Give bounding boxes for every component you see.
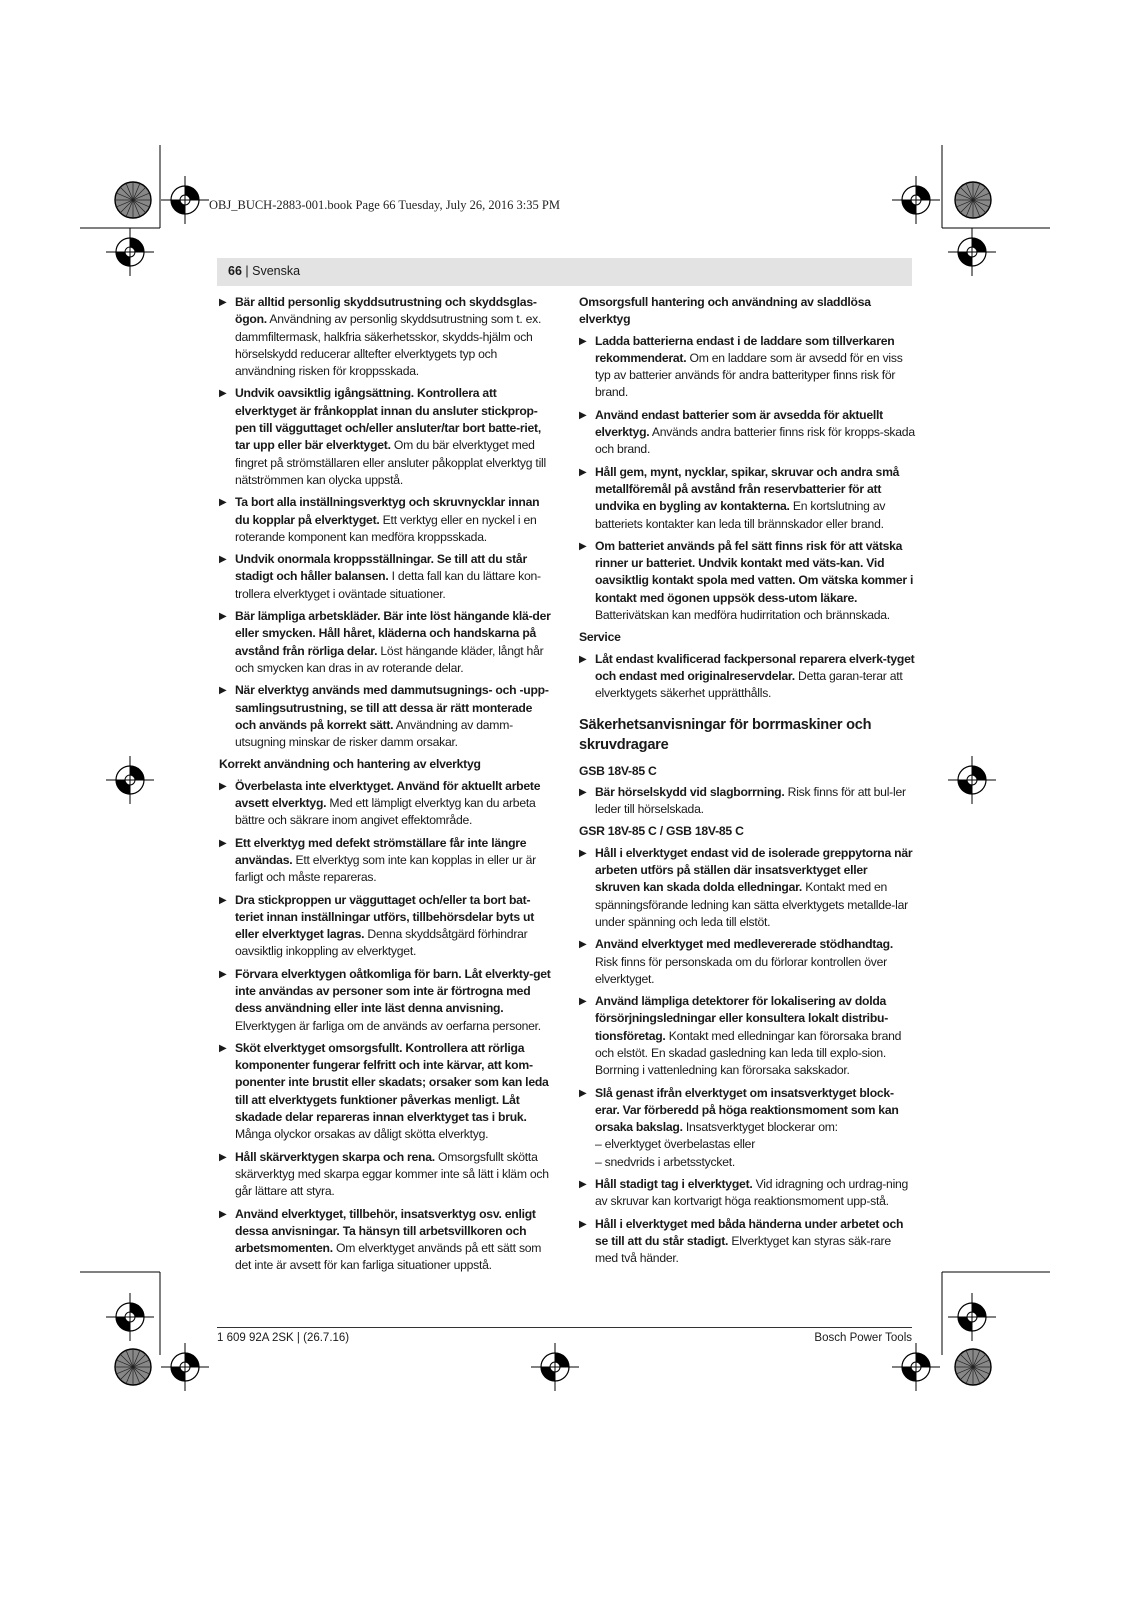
safety-item (219, 682, 555, 751)
item-lead: Använd elverktyget med medlevererade stödhandtag. (595, 937, 893, 952)
section-title: Säkerhetsanvisningar för borrmaskiner och skruvdragare (579, 716, 872, 753)
item-text: Många olyckor orsakas av dåligt skötta elverktyg. (235, 1127, 489, 1142)
safety-item (219, 1206, 555, 1275)
item-text: Med ett lämpligt elverktyg kan du arbeta bättre och säkrare inom angivet effektområde. (235, 796, 536, 828)
safety-item (579, 993, 915, 1079)
safety-item (219, 551, 555, 603)
item-text: Används andra batterier finns risk för kropps-skada och brand. (595, 425, 915, 457)
page-number: 66 (228, 264, 242, 278)
bullet-icon: ▶ (579, 847, 587, 859)
item-text: I detta fall kan du lättare kon-trollera elverktyget i oväntade situationer. (235, 569, 541, 601)
item-lead: Håll i elverktyget endast vid de isolerade greppytorna när arbeten utförs på ställen där insatsverktyget eller skruven kan skada dolda elledningar. (595, 845, 913, 895)
safety-item (579, 651, 915, 703)
subheading: GSR 18V-85 C / GSB 18V-85 C (579, 824, 744, 839)
bullet-icon: ▶ (579, 653, 587, 665)
safety-item (219, 1149, 555, 1201)
item-text: Elverktygen är farliga om de används av oerfarna personer. (235, 1018, 541, 1033)
safety-item (219, 608, 555, 677)
bullet-icon: ▶ (579, 1179, 587, 1191)
safety-item (219, 1040, 555, 1144)
safety-item (579, 784, 915, 819)
right-column (579, 294, 915, 1273)
subheading: GSB 18V-85 C (579, 763, 657, 778)
item-lead: Håll stadigt tag i elverktyget. (595, 1177, 753, 1192)
item-text: Kontakt med en spänningsförande ledning kan sätta elverktygets metallde-lar under spänning och leda till elstöt. (595, 880, 908, 929)
item-text: Detta garan-terar att elverktygets säkerhet upprätthålls. (595, 668, 903, 701)
bullet-icon: ▶ (219, 968, 227, 980)
bullet-icon: ▶ (219, 1042, 227, 1054)
item-lead: Använd lämpliga detektorer för lokalisering av dolda försörjningsledningar eller konsultera lokalt distribu-tionsföretag. (595, 994, 889, 1043)
item-lead: Bär lämpliga arbetskläder. Bär inte löst hängande klä-der eller smycken. Håll håret, kläderna och handskarna på avstånd från rörliga delar. (235, 609, 551, 658)
item-text: Kontakt med elledningar kan förorsaka brand och elstöt. En skadad gasledning kan leda till explo-sion. Borrning i vattenledning kan förorsaka sakskador. (595, 1028, 902, 1078)
subheading: Korrekt användning och hantering av elverktyg (219, 757, 481, 772)
item-lead: Överbelasta inte elverktyget. Använd för aktuellt arbete avsett elverktyg. (235, 778, 541, 811)
bullet-icon: ▶ (579, 996, 587, 1008)
page-header-bar (217, 258, 912, 286)
item-lead: Använd endast batterier som är avsedda för aktuellt elverktyg. (595, 407, 883, 440)
item-text: Batterivätskan kan medföra hudirritation och brännskada. (595, 608, 890, 623)
safety-item (579, 407, 915, 459)
safety-item (579, 1085, 915, 1171)
safety-item (579, 845, 915, 931)
item-lead: Låt endast kvalificerad fackpersonal reparera elverk-tyget och endast med originalreservdelar. (595, 651, 915, 683)
item-text: Risk finns för personskada om du förlorar kontrollen över elverktyget. (595, 954, 887, 986)
item-lead: Håll i elverktyget med båda händerna under arbetet och se till att du står stadigt. (595, 1216, 904, 1248)
bullet-icon: ▶ (219, 780, 227, 792)
safety-item (219, 892, 555, 961)
item-lead: Slå genast ifrån elverktyget om insatsverktyget block-erar. Var förberedd på höga reaktionsmoment som kan orsaka bakslag. (595, 1085, 899, 1135)
item-lead: Håll gem, mynt, nycklar, spikar, skruvar och andra små metallföremål på avstånd från reservbatterier för att undvika en bygling av kontakterna. (595, 464, 900, 514)
item-text: Vid idragning och urdrag-ning av skruvar kan kortvarigt höga reaktionsmoment upp-stå. (595, 1177, 909, 1209)
bullet-icon: ▶ (219, 685, 227, 697)
item-lead: Ta bort alla inställningsverktyg och skruvnycklar innan du kopplar på elverktyget. (235, 495, 540, 527)
bullet-icon: ▶ (579, 335, 587, 347)
header-separator: | (241, 264, 253, 278)
subheading: Omsorgsfull hantering och användning av sladdlösa elverktyg (579, 295, 871, 327)
safety-item (579, 464, 915, 533)
bullet-icon: ▶ (579, 1087, 587, 1099)
safety-item (579, 1216, 915, 1268)
item-text: Insatsverktyget blockerar om: (682, 1120, 838, 1135)
bullet-icon: ▶ (579, 1218, 587, 1230)
item-text: Omsorgsfullt skötta skärverktyg med skarpa eggar kommer inte så lätt i kläm och går lättare att styra. (235, 1149, 549, 1199)
item-lead: Ett elverktyg med defekt strömställare får inte längre användas. (235, 835, 527, 867)
bullet-icon: ▶ (219, 1208, 227, 1220)
dash-line: – elverktyget överbelastas eller (595, 1137, 756, 1152)
bullet-icon: ▶ (219, 388, 227, 400)
item-lead: Undvik onormala kroppsställningar. Se till att du står stadigt och håller balansen. (235, 552, 527, 584)
bullet-icon: ▶ (579, 939, 587, 951)
bullet-icon: ▶ (219, 1151, 227, 1163)
bullet-icon: ▶ (219, 554, 227, 566)
safety-item (219, 494, 555, 546)
bullet-icon: ▶ (219, 837, 227, 849)
item-lead: Ladda batterierna endast i de laddare som tillverkaren rekommenderat. (595, 333, 895, 365)
footer-doc-number: 1 609 92A 2SK | (26.7.16) (217, 1332, 350, 1344)
item-text: Om du bär elverktyget med fingret på strömställaren eller ansluter påkopplat elverktyg till nätströmmen kan olycka uppstå. (235, 438, 546, 487)
bullet-icon: ▶ (219, 611, 227, 623)
safety-item (579, 936, 915, 988)
item-lead: Sköt elverktyget omsorgsfullt. Kontrollera att rörliga komponenter fungerar felfritt och inte kärvar, att kom-ponenter inte brustit eller skadats; orsaker som kan leda till att elverktygets funktioner påverkas menligt. Låt skadade delar repareras innan elverktyget tas i bruk. (235, 1040, 549, 1125)
left-column (219, 294, 555, 1280)
footer-brand: Bosch Power Tools (814, 1332, 912, 1344)
item-lead: Dra stickproppen ur vägguttaget och/eller ta bort bat-teriet innan inställningar utförs, tillbehörsdelar byts ut eller elverktyget lagras. (235, 892, 535, 942)
item-lead: Använd elverktyget, tillbehör, insatsverktyg osv. enligt dessa anvisningar. Ta hänsyn till arbetsvillkoren och arbetsmomenten. (235, 1206, 536, 1256)
item-text: Användning av personlig skyddsutrustning som t. ex. dammfiltermask, halkfria säkerhetsskor, skydds-hjälm och hörselskydd reducerar alltefter elverktygets typ och användning risken för kroppsskada. (235, 312, 542, 379)
item-text: Om en laddare som är avsedd för en viss typ av batterier används för andra batterityper finns risk för brand. (595, 350, 903, 400)
item-lead: Bär alltid personlig skyddsutrustning och skyddsglas-ögon. (235, 295, 537, 327)
bullet-icon: ▶ (219, 894, 227, 906)
item-text: Löst hängande kläder, långt hår och smycken kan dras in av roterande delar. (235, 643, 544, 675)
safety-item (219, 835, 555, 887)
page-header (228, 264, 300, 278)
bullet-icon: ▶ (219, 497, 227, 509)
header-language: Svenska (252, 264, 301, 278)
item-text: Om elverktyget används på ett sätt som det inte är avsett för kan farliga situationer uppstå. (235, 1241, 542, 1273)
subheading: Service (579, 630, 621, 645)
safety-item (219, 294, 555, 380)
safety-item (579, 333, 915, 402)
bullet-icon: ▶ (579, 540, 587, 552)
bullet-icon: ▶ (579, 466, 587, 478)
safety-item (219, 385, 555, 489)
item-text: Denna skyddsåtgärd förhindrar oavsiktlig inkoppling av elverktyget. (235, 927, 528, 959)
safety-item (219, 778, 555, 830)
item-text: Ett elverktyg som inte kan kopplas in eller ur är farligt och måste repareras. (235, 852, 536, 885)
item-text: En kortslutning av batteriets kontakter kan leda till brännskador eller brand. (595, 499, 886, 531)
item-lead: Förvara elverktygen oåtkomliga för barn. Låt elverkty-get inte användas av personer som inte är förtrogna med dess användning eller inte läst denna anvisning. (235, 966, 551, 1016)
bullet-icon: ▶ (579, 409, 587, 421)
dash-line: – snedvrids i arbetsstycket. (595, 1154, 735, 1169)
item-text: Elverktyget kan styras säk-rare med två händer. (595, 1233, 891, 1266)
bullet-icon: ▶ (219, 297, 227, 308)
footer-rule (217, 1327, 912, 1328)
file-header: OBJ_BUCH-2883-001.book Page 66 Tuesday, July 26, 2016 3:35 PM (209, 198, 560, 212)
safety-item (579, 538, 915, 624)
item-lead: Undvik oavsiktlig igångsättning. Kontrollera att elverktyget är frånkopplat innan du ansluter stickprop-pen till vägguttaget och/eller ansluter/tar bort batte-riet, tar upp eller bär elverktyget. (235, 386, 541, 453)
item-text: Risk finns för att bul-ler leder till hörselskada. (595, 784, 906, 817)
safety-item (579, 1176, 915, 1211)
item-lead: Om batteriet används på fel sätt finns risk för att vätska rinner ur batteriet. Undvik kontakt med väts-kan. Vid oavsiktlig kontakt spola med vatten. Om vätska kommer i kontakt med ögonen uppsök dess-utom läkare. (595, 538, 914, 605)
item-lead: Håll skärverktygen skarpa och rena. (235, 1149, 435, 1164)
safety-item (219, 966, 555, 1035)
item-lead: När elverktyg används med dammutsugnings- och -upp-samlingsutrustning, se till att dessa är rätt monterade och används på korrekt sätt. (235, 683, 549, 732)
item-text: Ett verktyg eller en nyckel i en roterande komponent kan medföra kroppsskada. (235, 512, 537, 544)
item-text: Användning av damm-utsugning minskar de risker damm orsakar. (235, 717, 513, 750)
bullet-icon: ▶ (579, 786, 587, 798)
item-lead: Bär hörselskydd vid slagborrning. (595, 784, 785, 799)
